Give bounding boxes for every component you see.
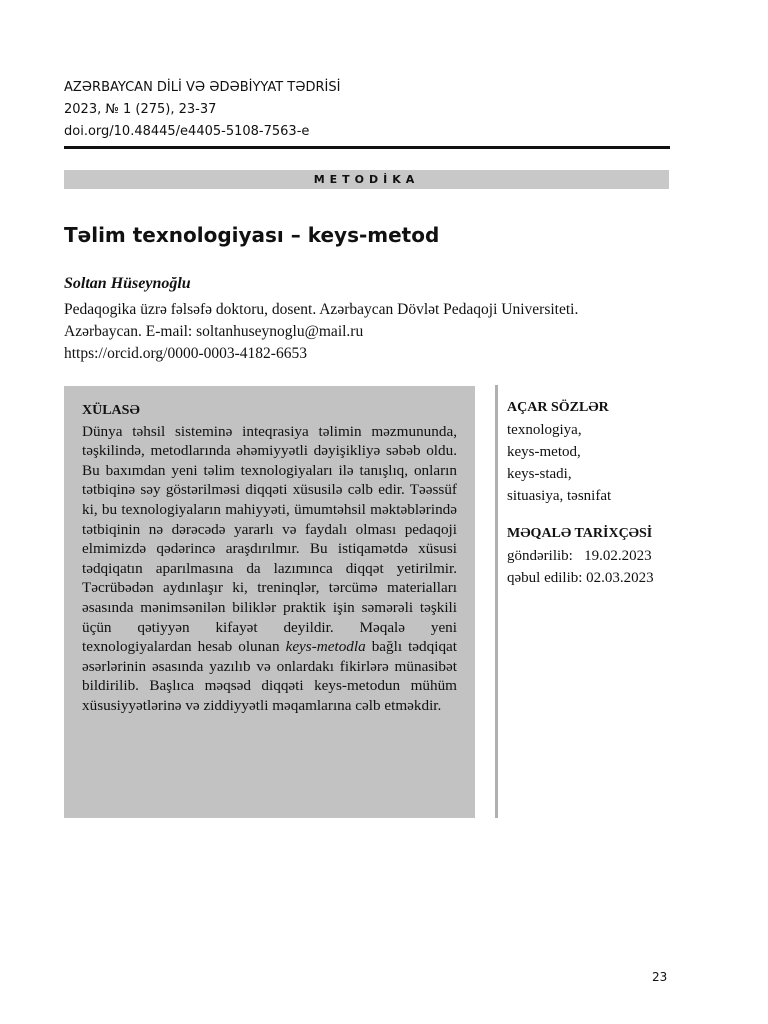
journal-doi[interactable]: doi.org/10.48445/e4405-5108-7563-e bbox=[64, 124, 310, 139]
author-name: Soltan Hüseynoğlu bbox=[64, 275, 191, 292]
sidebar-divider bbox=[495, 385, 498, 818]
author-affiliation bbox=[64, 299, 664, 365]
accepted-date: qəbul edilib: 02.03.2023 bbox=[507, 570, 654, 586]
abstract-italic-term: keys-metodla bbox=[285, 638, 366, 656]
keyword-item: keys-stadi, bbox=[507, 466, 572, 482]
header-rule bbox=[64, 146, 670, 149]
abstract-box bbox=[64, 386, 475, 818]
article-title: Təlim texnologiyası – keys-metod bbox=[64, 223, 440, 247]
journal-name: AZƏRBAYCAN DİLİ VƏ ƏDƏBİYYAT TƏDRİSİ bbox=[64, 80, 341, 95]
abstract-text bbox=[82, 422, 457, 716]
abstract-text-part: bağlı tədqiqat əsərlərinin əsasında yazılıb və onlardakı fikirlərə münasibət bildirilib. Başlıca məqsəd diqqəti keys-metodun mühüm xüsusiyyətlərinə və ziddiyyətli məqamlarına cəlb etməkdir. bbox=[82, 638, 457, 714]
keyword-item: situasiya, təsnifat bbox=[507, 488, 612, 504]
keywords-block bbox=[507, 397, 707, 507]
submitted-date: göndərilib: 19.02.2023 bbox=[507, 548, 652, 564]
journal-issue: 2023, № 1 (275), 23-37 bbox=[64, 102, 217, 117]
keywords-heading: AÇAR SÖZLƏR bbox=[507, 400, 609, 415]
orcid-link[interactable]: https://orcid.org/0000-0003-4182-6653 bbox=[64, 345, 307, 362]
page-number: 23 bbox=[652, 970, 668, 984]
abstract-heading: XÜLASƏ bbox=[82, 403, 140, 418]
article-history-block bbox=[507, 523, 707, 589]
journal-header bbox=[64, 77, 670, 143]
affiliation-email-line: Azərbaycan. E-mail: soltanhuseynoglu@mail.ru bbox=[64, 323, 364, 340]
section-bar: METODİKA bbox=[64, 170, 669, 189]
keyword-item: texnologiya, bbox=[507, 422, 582, 438]
history-heading: MƏQALƏ TARİXÇƏSİ bbox=[507, 526, 653, 541]
affiliation-line: Pedaqogika üzrə fəlsəfə doktoru, dosent. Azərbaycan Dövlət Pedaqoji Universiteti. bbox=[64, 301, 579, 318]
abstract-text-part: Dünya təhsil sisteminə inteqrasiya təlimin məzmununda, təşkilində, metodlarında əhəmiyyətli dəyişikliyə səbəb oldu. Bu baxımdan yeni təlim texnologiyaları ilə tanışlıq, onların tətbiqinə səy göstərilməsi diqqəti xüsusilə cəlb edir. Təəssüf ki, bu texnologiyaların mahiyyəti, ümumtəhsil məktəblərində tətbiqinin nə dərəcədə yararlı və faydalı olması pedaqoji elmimizdə qədərincə araşdırılmır. Bu istiqamətdə xüsusi tədqiqatın aparılmasına da lazımınca diqqət yetirilmir. Təcrübədən aydınlaşır ki, treninqlər, tərcümə materialları əsasında mənimsənilən biliklər praktik işin səmərəli təşkili üçün qətiyyən kifayət deyildir. Məqalə yeni texnologiyalardan hesab olunan bbox=[82, 422, 457, 656]
keyword-item: keys-metod, bbox=[507, 444, 581, 460]
